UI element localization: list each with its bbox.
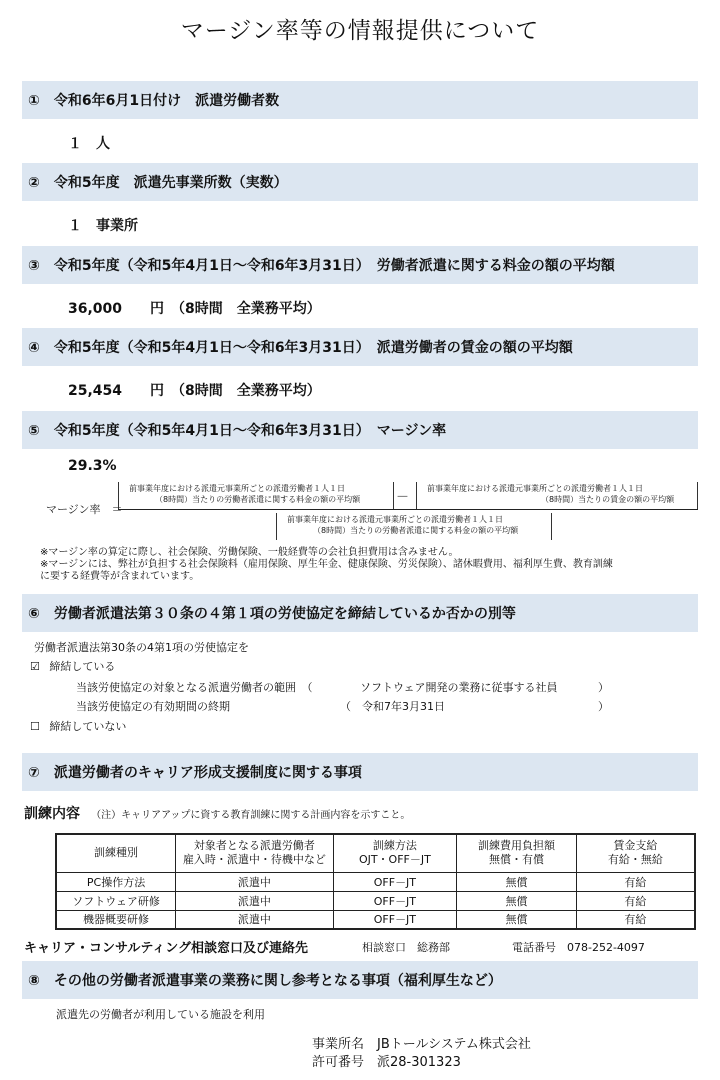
other-text: 派遣先の労働者が利用している施設を利用 — [56, 1008, 265, 1021]
table-cell: 無償 — [457, 910, 577, 929]
fraction-bar — [118, 509, 698, 510]
table-row — [56, 872, 695, 891]
period-value: 令和7年3月31日 — [362, 700, 445, 713]
section-3-label: ③ 令和5年度（令和5年4月1日～令和6年3月31日） 労働者派遣に関する料金の額の平均額 — [28, 258, 615, 274]
numerator-right-line2: （8時間）当たりの賃金の額の平均額 — [541, 495, 675, 504]
formula-label: マージン率 ＝ — [46, 503, 123, 516]
section-4-header — [22, 328, 698, 366]
table-cell: 派遣中 — [176, 872, 333, 891]
table-cell: 有給 — [576, 910, 695, 929]
period-open: （ — [340, 700, 351, 713]
numerator-right-line1: 前事業年度における派遣元事業所ごとの派遣労働者１人１日 — [427, 484, 643, 493]
denominator-line2: （8時間）当たりの労働者派遣に関する料金の額の平均額 — [313, 526, 519, 535]
agreement-unchecked-option[interactable] — [30, 718, 126, 734]
period-close: ） — [598, 700, 609, 713]
header-wage: 賃金支給 有給・無給 — [576, 834, 695, 872]
training-note: （注）キャリアアップに資する教育訓練に関する計画内容を示すこと。 — [91, 810, 411, 821]
table-cell: OFF－JT — [333, 910, 457, 929]
note-line: に要する経費等が含まれています。 — [40, 571, 200, 582]
table-cell: 有給 — [576, 891, 695, 910]
section-5-label: ⑤ 令和5年度（令和5年4月1日～令和6年3月31日） マージン率 — [28, 423, 447, 439]
consult-row — [24, 937, 308, 956]
section-4-value: 25,454 円 （8時間 全業務平均） — [68, 383, 321, 399]
section-6-label: ⑥ 労働者派遣法第３０条の４第１項の労使協定を締結しているか否かの別等 — [28, 606, 516, 622]
table-header-row — [56, 834, 695, 872]
section-8-header — [22, 961, 698, 999]
section-8-label: ⑧ その他の労働者派遣事業の業務に関し参考となる事項（福利厚生など） — [28, 973, 502, 989]
checked-label: 締結している — [49, 660, 116, 673]
consult-phone: 電話番号 078-252-4097 — [512, 941, 645, 954]
numerator-left-line2: （8時間）当たりの労働者派遣に関する料金の額の平均額 — [155, 495, 361, 504]
section-1-label: ① 令和6年6月1日付け 派遣労働者数 — [28, 93, 280, 109]
agreement-checked-option[interactable] — [30, 658, 115, 674]
section-5-header — [22, 411, 698, 449]
table-cell: 無償 — [457, 872, 577, 891]
training-heading: 訓練内容 — [24, 806, 80, 822]
section-3-value: 36,000 円 （8時間 全業務平均） — [68, 301, 321, 317]
table-cell: OFF－JT — [333, 891, 457, 910]
header-method: 訓練方法 OJT・OFF－JT — [333, 834, 457, 872]
section-1-value: １ 人 — [68, 136, 110, 152]
period-label: 当該労使協定の有効期間の終期 — [76, 700, 230, 713]
numerator-left-line1: 前事業年度における派遣元事業所ごとの派遣労働者１人１日 — [129, 484, 345, 493]
header-target: 対象者となる派遣労働者 雇入時・派遣中・待機中など — [176, 834, 333, 872]
header-cost: 訓練費用負担額 無償・有償 — [457, 834, 577, 872]
section-2-label: ② 令和5年度 派遣先事業所数（実数） — [28, 175, 288, 191]
page-title: マージン率等の情報提供について — [180, 18, 540, 44]
notes — [40, 547, 613, 583]
training-table — [55, 833, 696, 930]
consult-heading: キャリア・コンサルティング相談窓口及び連絡先 — [24, 941, 309, 956]
section-7-label: ⑦ 派遣労働者のキャリア形成支援制度に関する事項 — [28, 765, 362, 781]
numerator-right-box — [416, 482, 698, 509]
note-line: ※マージン率の算定に際し、社会保険、労働保険、一般経費等の会社負担費用は含みません。 — [40, 547, 459, 558]
denominator-box — [276, 513, 552, 540]
table-row — [56, 891, 695, 910]
table-cell: 無償 — [457, 891, 577, 910]
unchecked-checkbox-icon[interactable]: ☐ — [30, 720, 40, 733]
section-3-header — [22, 246, 698, 284]
table-cell: ソフトウェア研修 — [56, 891, 176, 910]
training-heading-row — [24, 803, 410, 823]
note-line: ※マージンには、弊社が負担する社会保険料（雇用保険、厚生年金、健康保険、労災保険）、諸休暇費用、福利厚生費、教育訓練 — [40, 559, 613, 570]
scope-close: ） — [598, 681, 609, 694]
section-7-header — [22, 753, 698, 791]
table-cell: 機器概要研修 — [56, 910, 176, 929]
section-2-header — [22, 163, 698, 201]
license-number: 許可番号 派28-301323 — [312, 1055, 461, 1070]
table-cell: OFF－JT — [333, 872, 457, 891]
section-6-header — [22, 594, 698, 632]
header-training-type: 訓練種別 — [56, 834, 176, 872]
section-5-value: 29.3% — [68, 458, 117, 474]
consult-window: 相談窓口 総務部 — [362, 941, 450, 954]
scope-value: ソフトウェア開発の業務に従事する社員 — [360, 681, 558, 694]
table-cell: 有給 — [576, 872, 695, 891]
agreement-intro: 労働者派遣法第30条の4第1項の労使協定を — [34, 641, 249, 654]
table-cell: 派遣中 — [176, 910, 333, 929]
section-2-value: １ 事業所 — [68, 218, 138, 234]
company-name: 事業所名 JBトールシステム株式会社 — [312, 1037, 531, 1052]
section-4-label: ④ 令和5年度（令和5年4月1日～令和6年3月31日） 派遣労働者の賃金の額の平均額 — [28, 340, 573, 356]
checked-checkbox-icon[interactable]: ☑ — [30, 660, 40, 673]
denominator-line1: 前事業年度における派遣元事業所ごとの派遣労働者１人１日 — [287, 515, 503, 524]
table-row — [56, 910, 695, 929]
scope-label: 当該労使協定の対象となる派遣労働者の範囲 （ — [76, 681, 313, 694]
table-cell: PC操作方法 — [56, 872, 176, 891]
unchecked-label: 締結していない — [49, 720, 127, 733]
numerator-left-box — [118, 482, 394, 509]
table-cell: 派遣中 — [176, 891, 333, 910]
section-1-header — [22, 81, 698, 119]
formula-minus: － — [396, 490, 410, 505]
